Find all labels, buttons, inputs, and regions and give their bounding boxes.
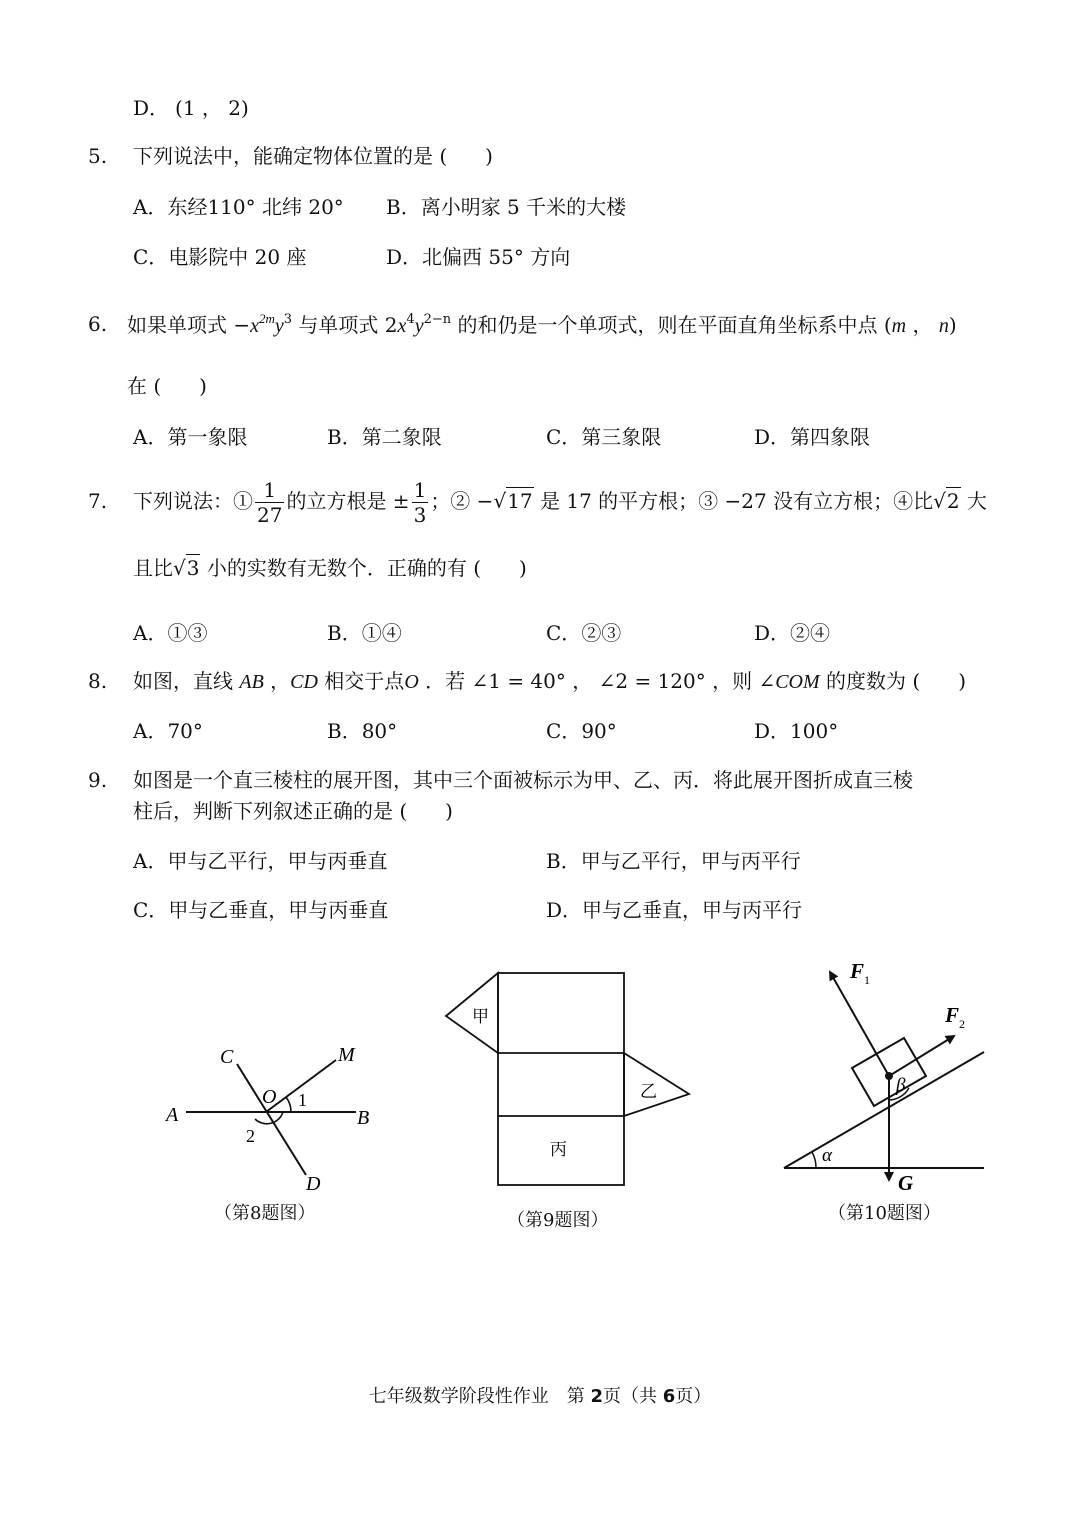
option-label: C． (546, 425, 582, 449)
question-number: 6. (88, 312, 108, 336)
footer-text: 页） (675, 1386, 712, 1407)
var-y: y (414, 315, 424, 337)
exp: 2−n (423, 312, 452, 327)
figure-8-caption: （第8题图） (214, 1203, 316, 1224)
var-x: x (250, 315, 260, 337)
exp: 4 (406, 312, 415, 327)
option-label: B． (546, 849, 581, 873)
option-text: 第四象限 (790, 425, 871, 449)
stem-text: ；② − (430, 489, 494, 513)
footer-text: 第 (566, 1386, 591, 1407)
stem-text: ．若 ∠1 = 40° ， ∠2 = 120° ，则 ∠ (418, 669, 776, 693)
question-number: 5. (88, 144, 108, 168)
var-m: m (891, 315, 907, 337)
sqrt-2: √2 (933, 489, 960, 513)
var-y: y (274, 315, 284, 337)
radicand: 2 (946, 489, 960, 513)
option-label: B． (386, 195, 421, 219)
label-f2-letter: F (945, 1003, 960, 1027)
option-label: A． (133, 195, 168, 219)
point-o: O (404, 671, 419, 693)
label-a: A (166, 1104, 179, 1126)
exp: 2m (259, 311, 275, 326)
sqrt-17: √17 (493, 489, 533, 513)
label-f2-sub: 2 (959, 1017, 966, 1031)
angle-com: COM (775, 671, 820, 693)
page-footer (0, 1382, 1080, 1408)
stem-text: 大 (960, 489, 987, 513)
option-text: 甲与乙垂直，甲与丙垂直 (168, 898, 389, 922)
radicand: 3 (186, 556, 200, 580)
label-f2 (944, 1003, 965, 1031)
sqrt-3: √3 (173, 556, 200, 580)
option-text: 第三象限 (581, 425, 662, 449)
stem-text: 的和仍是一个单项式，则在平面直角坐标系中点 ( (451, 313, 892, 337)
option-text: ②③ (581, 621, 622, 645)
footer-text: 页（共 (603, 1386, 663, 1407)
label-bing: 丙 (550, 1140, 567, 1159)
label-jia: 甲 (472, 1007, 489, 1026)
stem-text: 如图，直线 (133, 669, 240, 693)
stem-text: 如果单项式 − (127, 313, 251, 337)
stem-text: 的立方根是 ± (286, 489, 410, 513)
label-o: O (262, 1086, 277, 1108)
option-text: 70° (167, 719, 203, 743)
numerator: 1 (255, 480, 284, 503)
page-number: 2 (590, 1386, 603, 1407)
stem-close: ) (958, 669, 966, 693)
stem-text: 与单项式 2 (292, 313, 398, 337)
option-label: D． (386, 245, 423, 269)
stem-text: 下列说法：① (133, 489, 253, 513)
option-label: D． (754, 719, 791, 743)
force-f1-arrow (830, 972, 889, 1076)
comma: ， (906, 313, 939, 337)
option-text: ①④ (361, 621, 402, 645)
option-label: A． (133, 621, 168, 645)
option-text: 甲与乙垂直，甲与丙平行 (582, 898, 803, 922)
exp: 3 (283, 312, 293, 327)
label-alpha: α (822, 1145, 832, 1166)
option-text: 90° (581, 719, 617, 743)
option-text: 电影院中 20 座 (168, 245, 307, 269)
option-text: ①③ (167, 621, 208, 645)
label-c: C (220, 1046, 234, 1068)
option-label: A． (133, 719, 168, 743)
option-text: 第二象限 (361, 425, 442, 449)
radicand: 17 (507, 489, 533, 513)
stem-close: ) (199, 374, 207, 398)
stem-text: 在 ( (127, 374, 162, 398)
option-text: 第一象限 (167, 425, 248, 449)
option-text: 北偏西 55° 方向 (422, 245, 571, 269)
incline-line (784, 1052, 984, 1168)
label-yi: 乙 (640, 1082, 657, 1101)
label-b: B (357, 1107, 370, 1129)
option-label: D． (133, 96, 170, 120)
option-text: 100° (790, 719, 839, 743)
stem-text: 的度数为 ( (819, 669, 921, 693)
label-angle-2: 2 (246, 1126, 255, 1146)
option-label: C． (546, 719, 582, 743)
option-text: 80° (361, 719, 398, 743)
option-text: (1 ， 2) (175, 96, 249, 120)
option-label: B． (327, 425, 362, 449)
option-text: 离小明家 5 千米的大楼 (420, 195, 627, 219)
label-f1-letter: F (850, 959, 865, 983)
denominator: 27 (257, 503, 283, 527)
footer-title: 七年级数学阶段性作业 (368, 1386, 549, 1407)
stem-text: 下列说法中，能确定物体位置的是 ( (133, 144, 448, 168)
stem-close: ) (485, 144, 493, 168)
stem-text: 且比 (133, 556, 173, 580)
stem-close: ) (519, 556, 527, 580)
label-d: D (306, 1173, 321, 1195)
option-label: B． (327, 719, 362, 743)
label-angle-1: 1 (298, 1090, 307, 1110)
option-text: 甲与乙平行，甲与丙平行 (580, 849, 801, 873)
question-number: 7. (88, 489, 108, 513)
option-label: C． (546, 621, 582, 645)
question-stem: 如图是一个直三棱柱的展开图，其中三个面被标示为甲、乙、丙．将此展开图折成直三棱 (133, 768, 913, 792)
var-x: x (397, 315, 407, 337)
label-g: G (898, 1171, 914, 1195)
label-m: M (338, 1044, 355, 1066)
denominator: 3 (413, 503, 427, 527)
option-text: 东经110° 北纬 20° (167, 195, 344, 219)
option-label: A． (133, 425, 168, 449)
option-text: ②④ (790, 621, 831, 645)
option-label: D． (546, 898, 583, 922)
stem-text: 相交于点 (317, 669, 405, 693)
question-number: 9. (88, 768, 108, 792)
line-ab: AB (239, 671, 264, 693)
var-n: n (938, 315, 949, 337)
stem-text: 小的实数有无数个．正确的有 ( (200, 556, 482, 580)
angle-alpha-arc (812, 1152, 816, 1168)
option-label: D． (754, 425, 791, 449)
option-label: D． (754, 621, 791, 645)
label-beta: β (896, 1075, 906, 1096)
option-label: C． (133, 245, 169, 269)
option-label: A． (133, 849, 168, 873)
line-cd: CD (290, 671, 318, 693)
figure-10-caption: （第10题图） (828, 1203, 941, 1224)
center-of-mass (885, 1072, 893, 1080)
total-pages: 6 (662, 1386, 676, 1407)
label-f1-sub: 1 (864, 973, 871, 987)
option-label: C． (133, 898, 169, 922)
question-number: 8. (88, 669, 108, 693)
stem-text: 是 17 的平方根；③ −27 没有立方根；④比 (533, 489, 934, 513)
stem-close: ) (445, 799, 453, 823)
option-label: B． (327, 621, 362, 645)
label-f1 (849, 959, 870, 987)
numerator: 1 (413, 478, 427, 502)
figure-9-caption: （第9题图） (507, 1210, 609, 1231)
stem-text: ， (263, 669, 291, 693)
option-text: 甲与乙平行，甲与丙垂直 (167, 849, 388, 873)
stem-close: ) (948, 313, 957, 337)
stem-text: 柱后，判断下列叙述正确的是 ( (133, 799, 408, 823)
